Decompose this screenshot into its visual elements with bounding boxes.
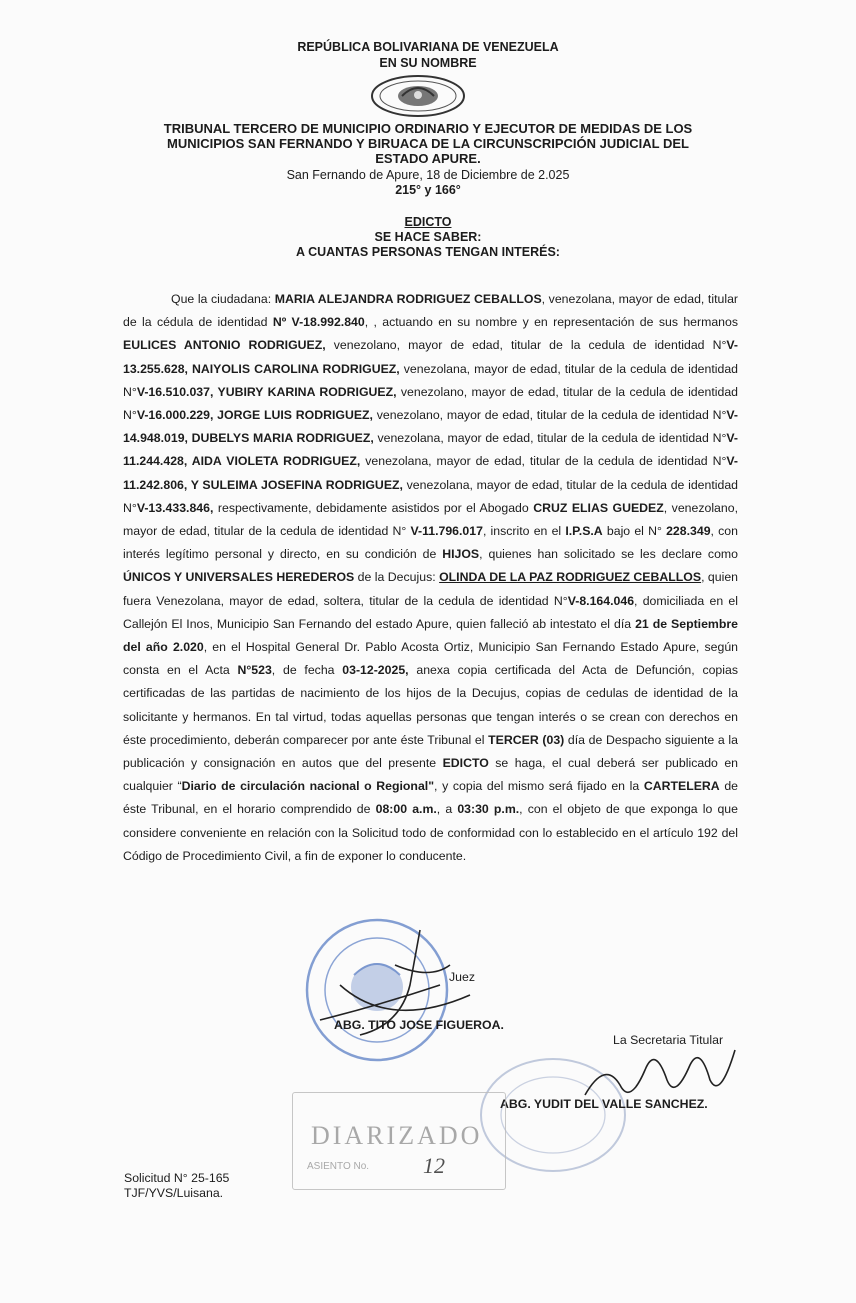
- ipsa-number: 228.349: [666, 524, 711, 539]
- edicto-word: EDICTO: [442, 756, 489, 771]
- time-end: 03:30 p.m.: [457, 802, 520, 817]
- solicitud-number: Solicitud N° 25-165: [124, 1171, 230, 1185]
- body-text: bajo el N°: [602, 524, 667, 539]
- body-text: , quienes han solicitado se les declare como: [479, 547, 738, 562]
- body-text: anexa copia certificada del Acta de Defunción, copias certificadas de las partidas de nacimiento de los hijos de la Decujus, copias de cedulas de identidad de la solicitante y hermanos. En tal virtud, todas aquellas personas que tengan interés o se crean con derechos en éste procedimiento, deberán comparecer por ante éste Tribunal el: [123, 663, 738, 747]
- edict-paragraph: [123, 288, 738, 868]
- diarizado-text: DIARIZADO: [311, 1121, 483, 1150]
- sibling-id-name: V-14.948.019, DUBELYS MARIA RODRIGUEZ,: [123, 408, 738, 446]
- sibling-id-name: V-11.244.428, AIDA VIOLETA RODRIGUEZ,: [123, 431, 738, 469]
- secretaria-label: La Secretaria Titular: [613, 1033, 724, 1047]
- acta-date: 03-12-2025,: [342, 663, 409, 678]
- body-text: , con el objeto de que exponga lo que considere conveniente en relación con la Solicitud todo de conformidad con lo establecido en el artículo 192 del Código de Procedimiento Civil, a fin de exponer lo conducente.: [123, 802, 738, 863]
- sibling-id-name: V-16.000.229, JORGE LUIS RODRIGUEZ,: [136, 408, 373, 423]
- decedent-name: OLINDA DE LA PAZ RODRIGUEZ CEBALLOS: [439, 570, 702, 585]
- edicto-title: [0, 215, 856, 229]
- time-start: 08:00 a.m.: [375, 802, 437, 817]
- a-cuantas-personas: A CUANTAS PERSONAS TENGAN INTERÉS:: [296, 245, 560, 259]
- body-text: venezolano, mayor de edad, titular de la cedula de identidad N°: [372, 408, 727, 423]
- sibling-name: EULICES ANTONIO RODRIGUEZ,: [123, 338, 326, 353]
- body-text: venezolana, mayor de edad, titular de la cedula de identidad N°: [373, 431, 727, 446]
- edict-body: [123, 288, 738, 868]
- decedent-id: V-8.164.046: [567, 593, 635, 608]
- tercer-label: TERCER (03): [488, 732, 565, 747]
- juez-name: ABG. TITO JOSE FIGUEROA.: [334, 1018, 504, 1032]
- body-text: de la Decujus:: [354, 570, 440, 585]
- tribunal-line-2: MUNICIPIOS SAN FERNANDO Y BIRUACA DE LA CIRCUNSCRIPCIÓN JUDICIAL DEL: [167, 136, 689, 151]
- se-hace-saber: SE HACE SABER:: [374, 230, 482, 244]
- typist-initials: TJF/YVS/Luisana.: [124, 1186, 224, 1200]
- hijos-label: HIJOS: [442, 547, 480, 562]
- diarizado-stamp: [292, 1092, 506, 1190]
- body-text: de éste Tribunal, en el horario comprendido de: [123, 779, 738, 817]
- sibling-id-name: V-16.510.037, YUBIRY KARINA RODRIGUEZ,: [136, 384, 397, 399]
- heirs-label: ÚNICOS Y UNIVERSALES HEREDEROS: [123, 570, 355, 585]
- secretaria-name: ABG. YUDIT DEL VALLE SANCHEZ.: [500, 1097, 708, 1111]
- sibling-id-name: V-11.242.806, Y SULEIMA JOSEFINA RODRIGUEZ,: [123, 454, 738, 492]
- applicant-name: MARIA ALEJANDRA RODRIGUEZ CEBALLOS: [274, 292, 542, 306]
- lawyer-name: CRUZ ELIAS GUEDEZ: [533, 500, 664, 515]
- body-text: venezolana, mayor de edad, titular de la cedula de identidad N°: [360, 454, 727, 469]
- body-text: venezolana, mayor de edad, titular de la cedula de identidad N°: [123, 361, 739, 399]
- body-text: venezolana, mayor de edad, titular de la cedula de identidad N°: [123, 477, 738, 515]
- body-text: Que la ciudadana:: [171, 292, 275, 306]
- body-text: , en el Hospital General Dr. Pablo Acosta Ortiz, Municipio San Fernando Estado Apure, según consta en el Acta: [123, 640, 738, 678]
- applicant-id: Nº V-18.992.840: [272, 315, 365, 330]
- tribunal-line-1: TRIBUNAL TERCERO DE MUNICIPIO ORDINARIO Y EJECUTOR DE MEDIDAS DE LOS: [163, 121, 693, 136]
- body-text: , domiciliada en el Callejón El Inos, Municipio San Fernando del estado Apure, quien falleció ab intestato el día: [123, 593, 739, 631]
- body-text: , con interés legítimo personal y directo, en su condición de: [123, 524, 738, 562]
- body-text: , , actuando en su nombre y en representación de sus hermanos: [364, 315, 739, 330]
- death-date: 21 de Septiembre del año 2.020: [123, 616, 738, 655]
- ipsa-label: I.P.S.A: [565, 524, 603, 539]
- coat-of-arms-seal-icon: [370, 74, 466, 118]
- diario-label: Diario de circulación nacional o Regional": [181, 779, 435, 794]
- tribunal-line-3: ESTADO APURE.: [375, 151, 481, 166]
- edicto-title-text: EDICTO: [404, 215, 452, 229]
- republic-heading: REPÚBLICA BOLIVARIANA DE VENEZUELA: [297, 40, 559, 54]
- body-text: , quien fuera Venezolana, mayor de edad, soltera, titular de la cedula de identidad N°: [123, 570, 739, 608]
- place-date: San Fernando de Apure, 18 de Diciembre de 2.025: [286, 168, 570, 182]
- juez-label: Juez: [449, 970, 475, 984]
- body-text: , de fecha: [271, 663, 343, 678]
- body-text: se haga, el cual deberá ser publicado en cualquier “: [123, 756, 738, 794]
- body-text: , y copia del mismo será fijado en la: [434, 779, 644, 794]
- body-text: , venezolano, mayor de edad, titular de la cedula de identidad N°: [123, 500, 738, 539]
- asiento-number: 12: [423, 1153, 445, 1178]
- acta-number: N°523: [237, 663, 272, 678]
- asiento-label: ASIENTO No.: [307, 1161, 370, 1172]
- body-text: venezolano, mayor de edad, titular de la cedula de identidad N°: [325, 338, 727, 353]
- body-text: , inscrito en el: [482, 524, 566, 539]
- sibling-id-name: V-13.255.628, NAIYOLIS CAROLINA RODRIGUEZ,: [123, 338, 738, 376]
- lawyer-id: V-11.796.017: [410, 524, 483, 539]
- sibling-id: V-13.433.846,: [136, 500, 214, 515]
- en-su-nombre: EN SU NOMBRE: [379, 56, 477, 70]
- body-text: día de Despacho siguiente a la publicación y consignación en autos que del presente: [123, 732, 739, 771]
- body-text: venezolano, mayor de edad, titular de la cedula de identidad N°: [123, 384, 738, 423]
- body-text: respectivamente, debidamente asistidos por el Abogado: [213, 500, 534, 515]
- body-text: , a: [436, 802, 458, 817]
- cartelera-label: CARTELERA: [643, 779, 720, 794]
- years-line: 215° y 166°: [395, 183, 461, 197]
- body-text: , venezolana, mayor de edad, titular de la cédula de identidad: [123, 292, 738, 330]
